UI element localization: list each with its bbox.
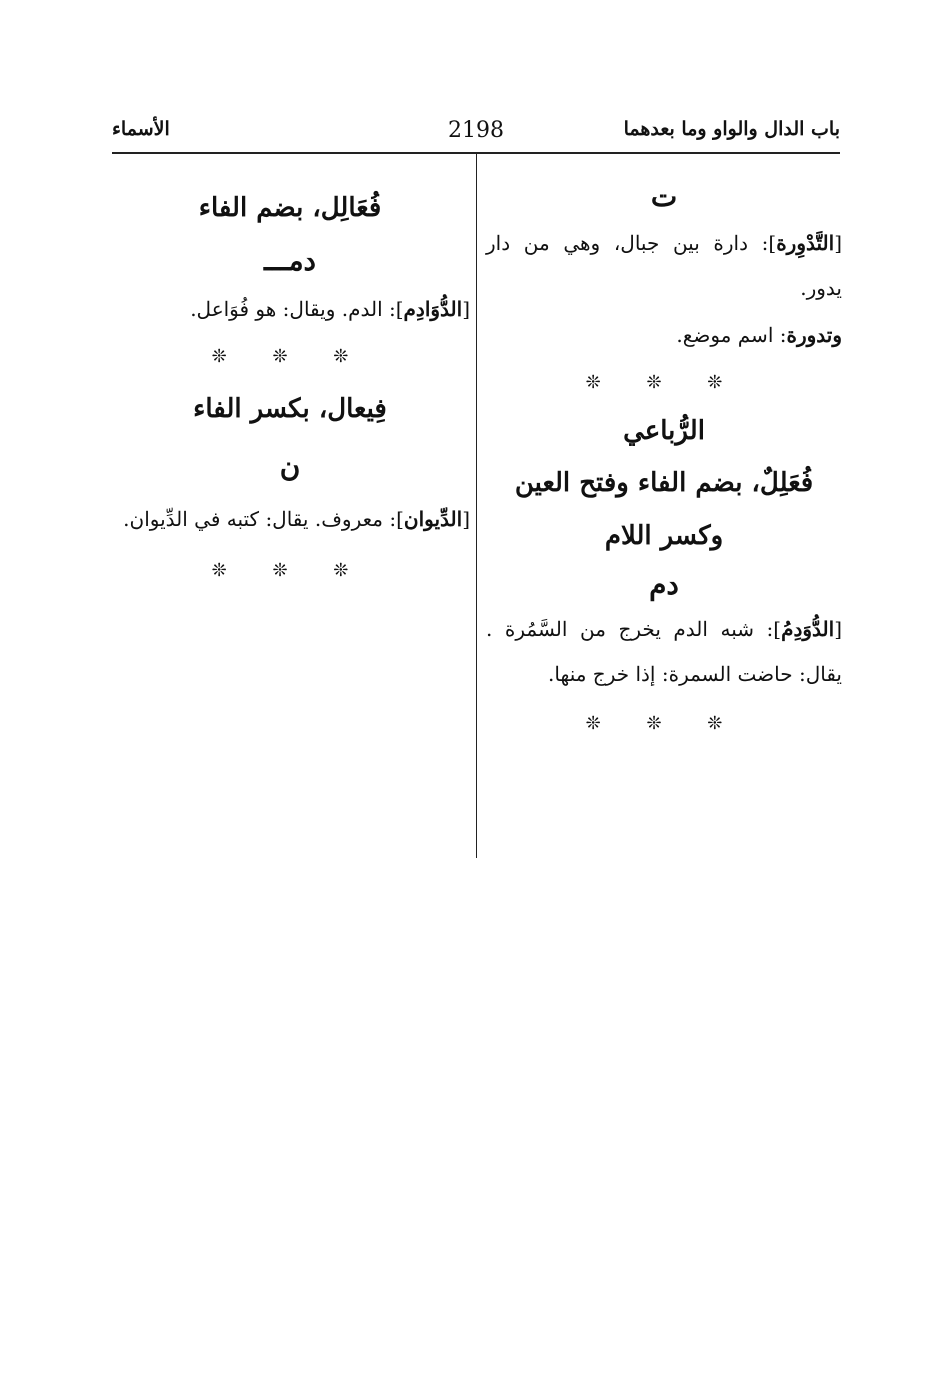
separator-stars: ❊ ❊ ❊	[585, 372, 743, 393]
column-divider	[476, 154, 477, 858]
heading-pattern-line1: فُعَلِلٌ، بضم الفاء وفتح العين	[514, 468, 814, 499]
root-n: ن	[279, 449, 301, 483]
separator-stars: ❊ ❊ ❊	[211, 559, 369, 581]
entry-dawdam	[486, 607, 842, 697]
headword: الدِّيوان	[403, 506, 463, 531]
entry-tadwira	[486, 221, 842, 311]
section-title: الأسماء	[112, 118, 170, 140]
entry-tadwura	[486, 313, 842, 358]
bracket: [	[462, 506, 470, 531]
right-column	[486, 170, 842, 734]
definition: ]: دارة بين جبال، وهي من دار يدور.	[486, 231, 842, 300]
root-letter-t: ت	[650, 180, 678, 213]
page-header	[112, 112, 840, 154]
entry-dawadim	[110, 287, 470, 332]
definition: : اسم موضع.	[676, 323, 787, 347]
heading-rubai: الرُّباعي	[623, 416, 705, 446]
headword: وتدورة	[786, 323, 842, 347]
heading-pattern-line2: وكسر اللام	[604, 520, 724, 551]
heading-fiaal: فِيعال، بكسر الفاء	[193, 394, 387, 425]
left-column	[110, 170, 470, 581]
root-dm: دمـــ	[263, 244, 317, 278]
bracket: [	[834, 617, 842, 642]
entry-diwan	[110, 497, 470, 542]
bracket: [	[462, 297, 470, 322]
definition: ]: معروف. يقال: كتبه في الدِّيوان.	[123, 506, 404, 531]
definition: ]: الدم. ويقال: هو فُوَاعل.	[190, 297, 404, 322]
root-dm: دم	[649, 568, 679, 602]
heading-fuaal: فُعَالِل، بضم الفاء	[198, 193, 382, 223]
page-number: 2198	[448, 118, 504, 143]
headword: التَّدْوِرة	[776, 231, 835, 255]
chapter-title: باب الدال والواو وما بعدهما	[623, 118, 840, 140]
definition: ]: شبه الدم يخرج من السَّمُرة . يقال: حاضت السمرة: إذا خرج منها.	[486, 617, 842, 687]
headword: الدُّوَادِم	[403, 297, 463, 322]
separator-stars: ❊ ❊ ❊	[585, 713, 743, 735]
headword: الدُّوَدِمُ	[781, 617, 835, 642]
bracket: [	[834, 231, 842, 255]
separator-stars: ❊ ❊ ❊	[211, 346, 369, 368]
